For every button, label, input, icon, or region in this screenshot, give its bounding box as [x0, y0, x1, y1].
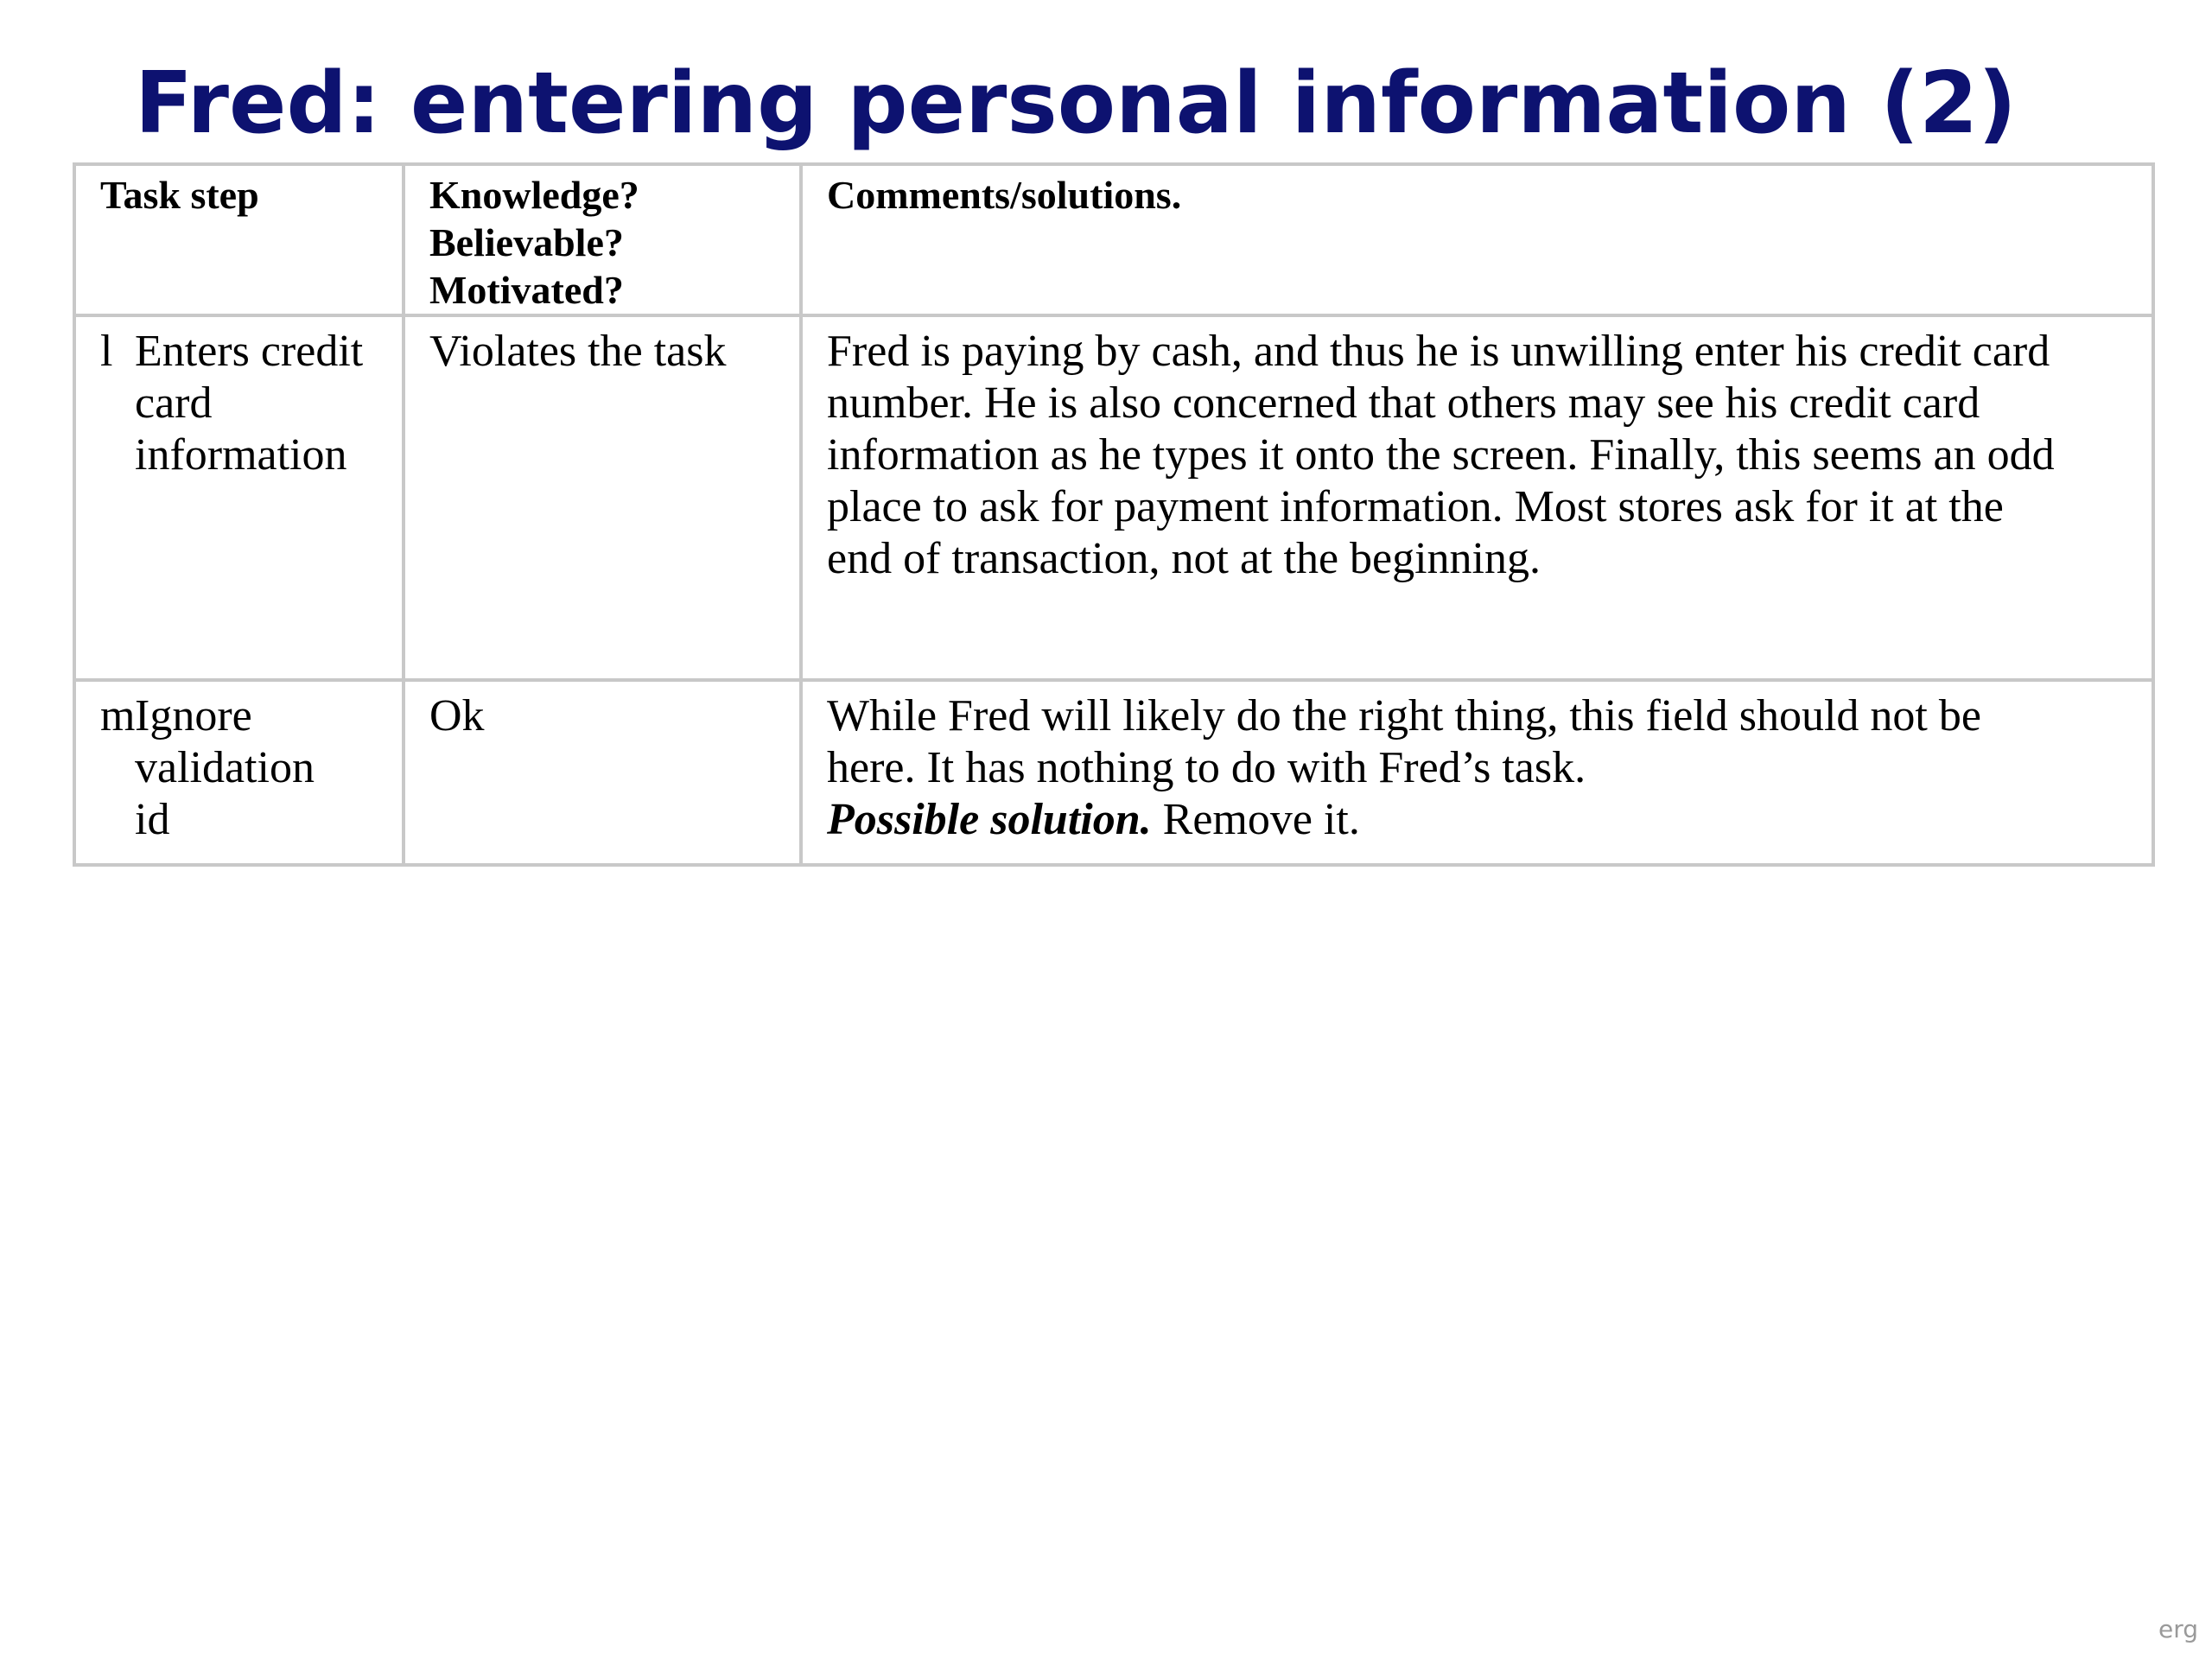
- comment-line: end of transaction, not at the beginning.: [827, 534, 1541, 583]
- task-step-cell: [74, 680, 404, 865]
- header-line: Knowledge?: [429, 173, 639, 217]
- assessment-text: Violates the task: [429, 327, 727, 376]
- assessment-text: Ok: [429, 691, 485, 741]
- walkthrough-table-area: [73, 162, 2152, 1130]
- table-header-row: [74, 164, 2153, 315]
- footer-fragment: erg: [2158, 1615, 2198, 1643]
- header-knowledge: [404, 164, 801, 315]
- comment-cell: [801, 680, 2153, 865]
- solution-line: [827, 794, 2131, 846]
- solution-text: Remove it.: [1151, 795, 1360, 844]
- comment-line: While Fred will likely do the right thing, this field should not be: [827, 691, 1981, 741]
- header-task-step: [74, 164, 404, 315]
- comment-line: Fred is paying by cash, and thus he is unwilling enter his credit card: [827, 327, 2050, 376]
- step-marker: m: [100, 691, 136, 741]
- comment-line: number. He is also concerned that others may see his credit card: [827, 378, 1980, 428]
- assessment-cell: [404, 315, 801, 680]
- header-line: Believable?: [429, 220, 624, 264]
- header-line: Task step: [100, 173, 259, 217]
- header-line: Motivated?: [429, 268, 624, 312]
- walkthrough-table: [73, 162, 2155, 867]
- step-text-line: card: [135, 378, 213, 428]
- comment-line: information as he types it onto the screen. Finally, this seems an odd: [827, 430, 2055, 480]
- step-text-line: Enters credit: [135, 327, 364, 376]
- comment-cell: [801, 315, 2153, 680]
- assessment-cell: [404, 680, 801, 865]
- header-comments: [801, 164, 2153, 315]
- comment-line: here. It has nothing to do with Fred’s task.: [827, 743, 1586, 792]
- table-row: [74, 315, 2153, 680]
- comment-line: place to ask for payment information. Most stores ask for it at the: [827, 482, 2004, 531]
- step-text-line: id: [135, 795, 170, 844]
- task-step-cell: [74, 315, 404, 680]
- step-text-line: validation: [135, 743, 315, 792]
- header-line: Comments/solutions.: [827, 173, 1182, 217]
- step-text-line: Ignore: [135, 691, 252, 741]
- step-text-line: information: [135, 430, 347, 480]
- table-row: [74, 680, 2153, 865]
- slide-title: Fred: entering personal information (2): [135, 54, 2017, 153]
- solution-label: Possible solution.: [827, 795, 1152, 844]
- step-marker: l: [100, 327, 113, 376]
